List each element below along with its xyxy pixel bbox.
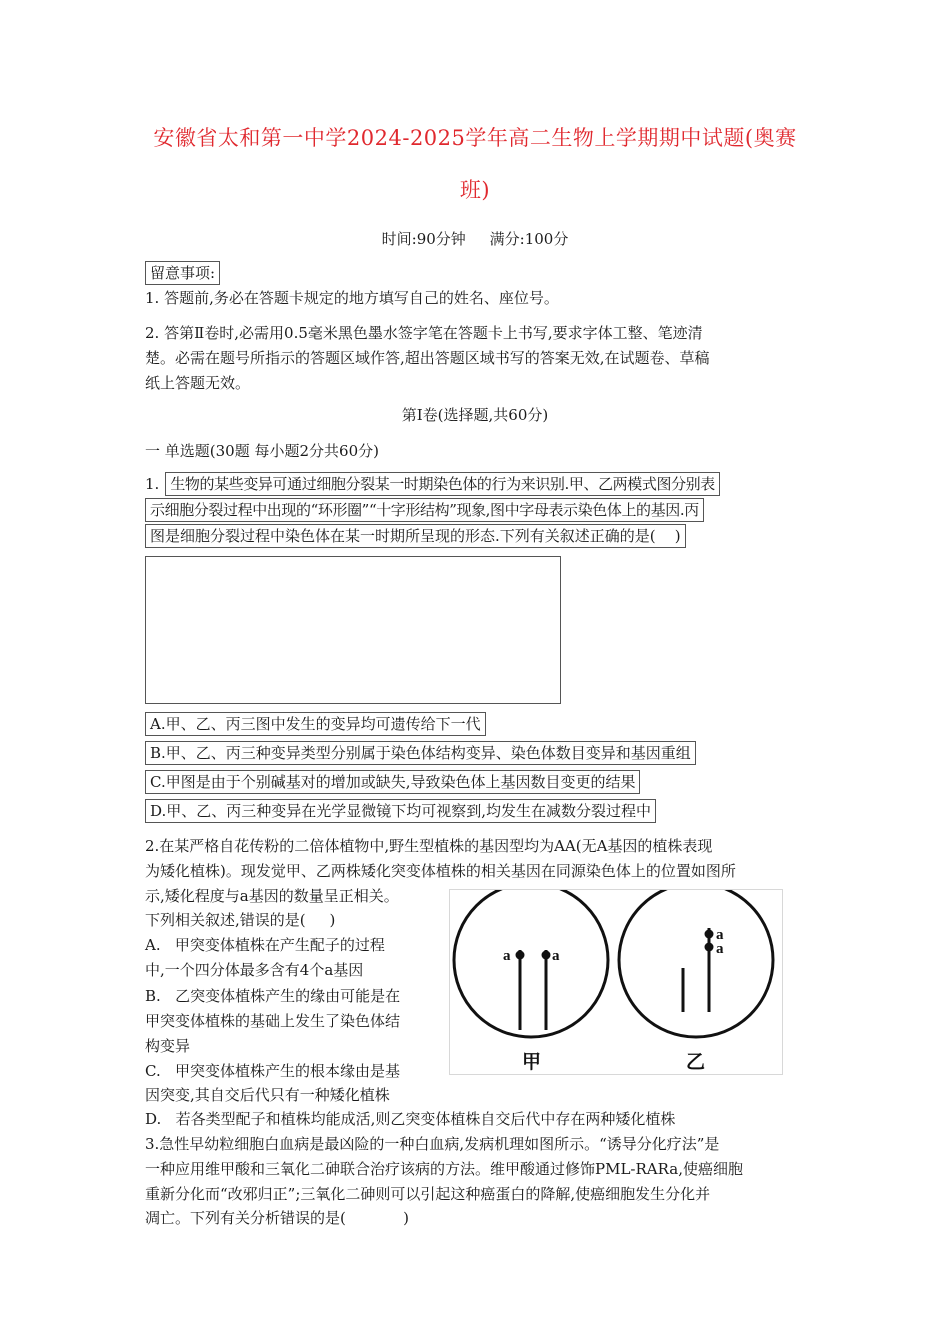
q2-option-b-line1: B. 乙突变体植株产生的缘由可能是在 <box>145 987 401 1005</box>
q2-stem-line2: 为矮化植株)。现发觉甲、乙两株矮化突变体植株的相关基因在同源染色体上的位置如图所 <box>145 862 736 880</box>
q3-stem-line1: 3.急性早幼粒细胞白血病是最凶险的一种白血病,发病机理如图所示。“诱导分化疗法”是 <box>145 1135 720 1153</box>
gene-label-yi-upper: a <box>716 927 724 943</box>
q2-option-c-line2: 因突变,其自交后代只有一种矮化植株 <box>145 1086 390 1104</box>
q1-option-c: C.甲图是由于个别碱基对的增加或缺失,导致染色体上基因数目变更的结果 <box>145 770 640 794</box>
gene-label-jia-right: a <box>552 948 560 964</box>
gene-label-yi-lower: a <box>716 941 724 957</box>
doc-title-line1: 安徽省太和第一中学2024-2025学年高二生物上学期期中试题(奥赛 <box>153 126 797 150</box>
cell-yi-outline <box>619 890 773 1037</box>
q1-stem-line3: 图是细胞分裂过程中染色体在某一时期所呈现的形态.下列有关叙述正确的是( ) <box>145 524 686 548</box>
notice-label-wrap <box>145 261 220 285</box>
notice-item-2-line2: 楚。必需在题号所指示的答题区域作答,超出答题区域书写的答案无效,在试题卷、草稿 <box>145 349 710 367</box>
section-heading: 一 单选题(30题 每小题2分共60分) <box>145 442 379 460</box>
q1-stem-line1: 生物的某些变异可通过细胞分裂某一时期染色体的行为来识别.甲、乙两模式图分别表 <box>165 472 720 496</box>
q1-stem-line2: 示细胞分裂过程中出现的“环形圈”“十字形结构”现象,图中字母表示染色体上的基因.丙 <box>145 498 704 522</box>
q2-option-c-line1: C. 甲突变体植株产生的根本缘由是基 <box>145 1062 401 1080</box>
q1-number: 1. <box>145 475 160 493</box>
q1-stem <box>145 472 720 548</box>
cell-jia-outline <box>454 890 608 1037</box>
q1-options <box>145 712 696 828</box>
time-info: 时间:90分钟 满分:100分 <box>381 230 569 248</box>
gene-dot-jia-right <box>542 951 551 960</box>
gene-label-jia-left: a <box>503 948 511 964</box>
notice-item-2-line3: 纸上答题无效。 <box>145 374 251 392</box>
q1-option-a: A.甲、乙、丙三图中发生的变异均可遗传给下一代 <box>145 712 486 736</box>
q2-chromosome-figure <box>449 889 783 1075</box>
figure-label-jia: 甲 <box>522 1051 542 1073</box>
gene-dot-yi-lower <box>705 943 714 952</box>
q2-figure-svg <box>450 890 782 1074</box>
q3-stem-line4: 凋亡。下列有关分析错误的是( ) <box>145 1209 409 1227</box>
figure-label-yi: 乙 <box>686 1051 706 1073</box>
q1-figure-placeholder <box>145 556 561 704</box>
q1-option-b: B.甲、乙、丙三种变异类型分别属于染色体结构变异、染色体数目变异和基因重组 <box>145 741 696 765</box>
doc-title-line2: 班) <box>459 178 491 202</box>
notice-item-1: 1. 答题前,务必在答题卡规定的地方填写自己的姓名、座位号。 <box>145 289 559 307</box>
gene-dot-yi-upper <box>705 930 714 939</box>
q3-stem-line2: 一种应用维甲酸和三氧化二砷联合治疗该病的方法。维甲酸通过修饰PML-RARa,使癌细胞 <box>145 1160 743 1178</box>
q2-stem-line3: 示,矮化程度与a基因的数量呈正相关。 <box>145 887 399 905</box>
notice-label: 留意事项: <box>145 261 220 285</box>
q3-stem-line3: 重新分化而“改邪归正”;三氧化二砷则可以引起这种癌蛋白的降解,使癌细胞发生分化并 <box>145 1185 711 1203</box>
part-heading: 第Ⅰ卷(选择题,共60分) <box>401 406 549 424</box>
gene-dot-jia-left <box>516 951 525 960</box>
q2-stem-line1: 2.在某严格自花传粉的二倍体植物中,野生型植株的基因型均为AA(无A基因的植株表现 <box>145 837 713 855</box>
q1-option-d: D.甲、乙、丙三种变异在光学显微镜下均可视察到,均发生在减数分裂过程中 <box>145 799 656 823</box>
q2-option-a-line1: A. 甲突变体植株在产生配子的过程 <box>145 936 385 954</box>
q2-option-b-line2: 甲突变体植株的基础上发生了染色体结 <box>145 1012 401 1030</box>
notice-item-2-line1: 2. 答第Ⅱ卷时,必需用0.5毫米黑色墨水签字笔在答题卡上书写,要求字体工整、笔迹清 <box>145 324 703 342</box>
q2-option-b-line3: 构变异 <box>145 1037 191 1055</box>
q2-option-a-line2: 中,一个四分体最多含有4个a基因 <box>145 961 364 979</box>
q2-option-d: D. 若各类型配子和植株均能成活,则乙突变体植株自交后代中存在两种矮化植株 <box>145 1110 676 1128</box>
q2-stem-line4: 下列相关叙述,错误的是( ) <box>145 911 336 929</box>
